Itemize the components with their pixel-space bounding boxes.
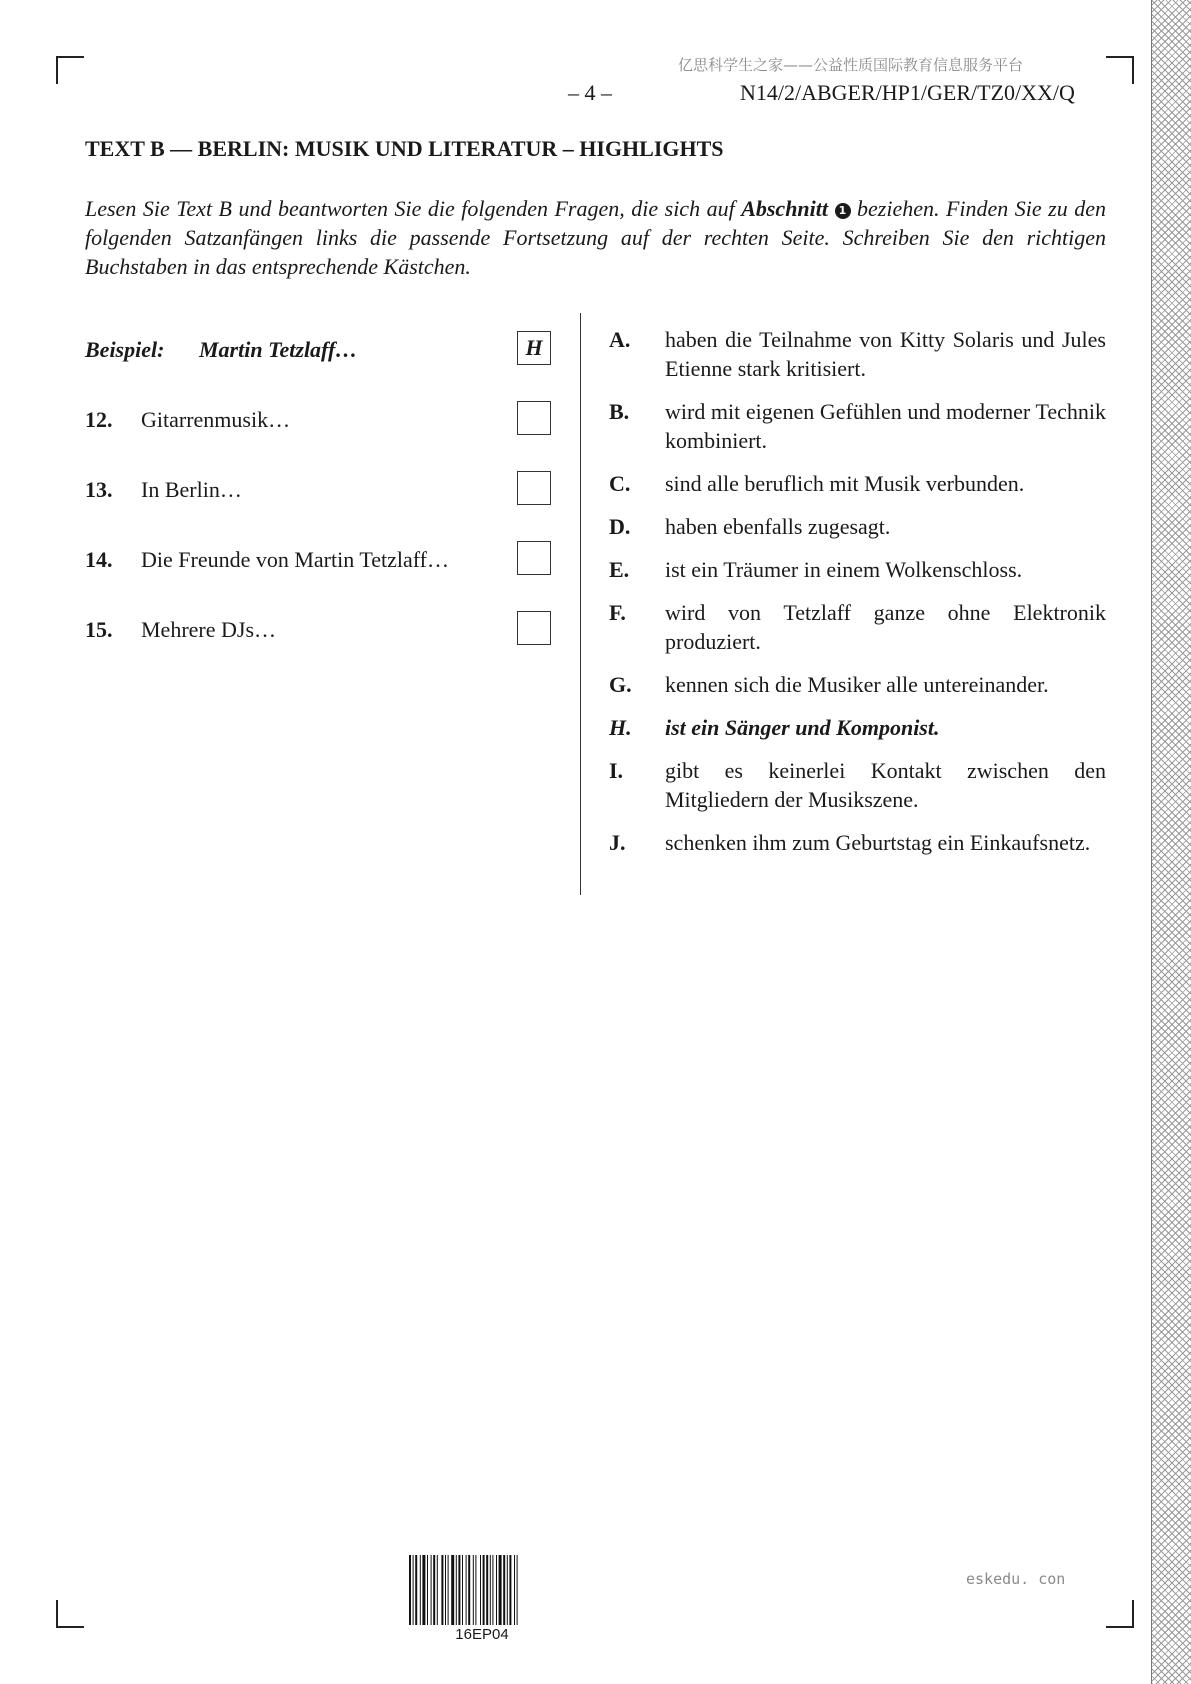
question-number: 14. bbox=[85, 547, 113, 572]
question-row-13 bbox=[85, 471, 555, 507]
option-letter: I. bbox=[609, 758, 624, 783]
option-letter: D. bbox=[609, 514, 631, 539]
question-row-15 bbox=[85, 611, 555, 647]
option-text: haben ebenfalls zugesagt. bbox=[665, 514, 891, 539]
footer-watermark: eskedu. con bbox=[966, 1570, 1066, 1588]
question-stem: Die Freunde von Martin Tetzlaff… bbox=[141, 547, 450, 572]
section-marker-icon: 1 bbox=[835, 203, 851, 219]
exam-code: N14/2/ABGER/HP1/GER/TZ0/XX/Q bbox=[740, 80, 1075, 105]
question-stem: In Berlin… bbox=[141, 477, 242, 502]
instructions-text-1: Lesen Sie Text B und beantworten Sie die folgenden Fragen, die sich auf bbox=[85, 196, 742, 221]
barcode-icon bbox=[408, 1555, 556, 1625]
question-row-12 bbox=[85, 401, 555, 437]
option-text: sind alle beruflich mit Musik verbunden. bbox=[665, 471, 1025, 496]
option-letter: J. bbox=[609, 830, 626, 855]
instructions-text-2: beziehen. Finden Sie zu den folgenden Satzanfängen links die passende Fortsetzung auf der rechten Seite. Schreiben Sie den richtigen Buchstaben in das entsprechende Kästchen. bbox=[85, 196, 1106, 279]
question-stem: Mehrere DJs… bbox=[141, 617, 277, 642]
option-text: wird von Tetzlaff ganze ohne Elektronik produziert. bbox=[665, 600, 1106, 654]
answer-box-12[interactable] bbox=[517, 401, 551, 435]
option-letter: C. bbox=[609, 471, 631, 496]
instructions-bold: Abschnitt bbox=[741, 196, 828, 221]
option-letter: F. bbox=[609, 600, 626, 625]
crop-mark-top-left bbox=[56, 56, 84, 84]
crop-mark-top-right bbox=[1106, 56, 1134, 84]
page-number: – 4 – bbox=[568, 80, 612, 105]
perforated-side-strip bbox=[1151, 0, 1191, 1684]
section-heading: TEXT B — BERLIN: MUSIK UND LITERATUR – HIGHLIGHTS bbox=[85, 136, 724, 161]
option-letter: H. bbox=[609, 715, 632, 740]
header-watermark: 亿思科学生之家——公益性质国际教育信息服务平台 bbox=[678, 56, 1024, 74]
option-text: gibt es keinerlei Kontakt zwischen den Mitgliedern der Musikszene. bbox=[665, 758, 1106, 812]
option-letter: E. bbox=[609, 557, 630, 582]
option-text: wird mit eigenen Gefühlen und moderner Technik kombiniert. bbox=[665, 399, 1106, 453]
answer-box-14[interactable] bbox=[517, 541, 551, 575]
barcode-label: 16EP04 bbox=[455, 1626, 509, 1643]
option-text: schenken ihm zum Geburtstag ein Einkaufsnetz. bbox=[665, 830, 1091, 855]
column-divider bbox=[580, 313, 581, 895]
example-row bbox=[85, 331, 555, 367]
example-answer-box: H bbox=[517, 331, 551, 365]
option-letter: G. bbox=[609, 672, 632, 697]
answer-box-15[interactable] bbox=[517, 611, 551, 645]
option-text: haben die Teilnahme von Kitty Solaris und Jules Etienne stark kritisiert. bbox=[665, 327, 1106, 381]
option-letter: B. bbox=[609, 399, 630, 424]
question-number: 15. bbox=[85, 617, 113, 642]
question-row-14 bbox=[85, 541, 555, 577]
answer-box-13[interactable] bbox=[517, 471, 551, 505]
question-number: 12. bbox=[85, 407, 113, 432]
example-stem: Martin Tetzlaff… bbox=[199, 337, 358, 362]
example-label: Beispiel: bbox=[85, 337, 165, 362]
question-stem: Gitarrenmusik… bbox=[141, 407, 291, 432]
crop-mark-bottom-right bbox=[1106, 1600, 1134, 1628]
option-letter: A. bbox=[609, 327, 631, 352]
instructions bbox=[85, 194, 1106, 281]
option-text: ist ein Sänger und Komponist. bbox=[665, 715, 940, 740]
option-text: ist ein Träumer in einem Wolkenschloss. bbox=[665, 557, 1023, 582]
option-text: kennen sich die Musiker alle untereinander. bbox=[665, 672, 1049, 697]
question-number: 13. bbox=[85, 477, 113, 502]
crop-mark-bottom-left bbox=[56, 1600, 84, 1628]
